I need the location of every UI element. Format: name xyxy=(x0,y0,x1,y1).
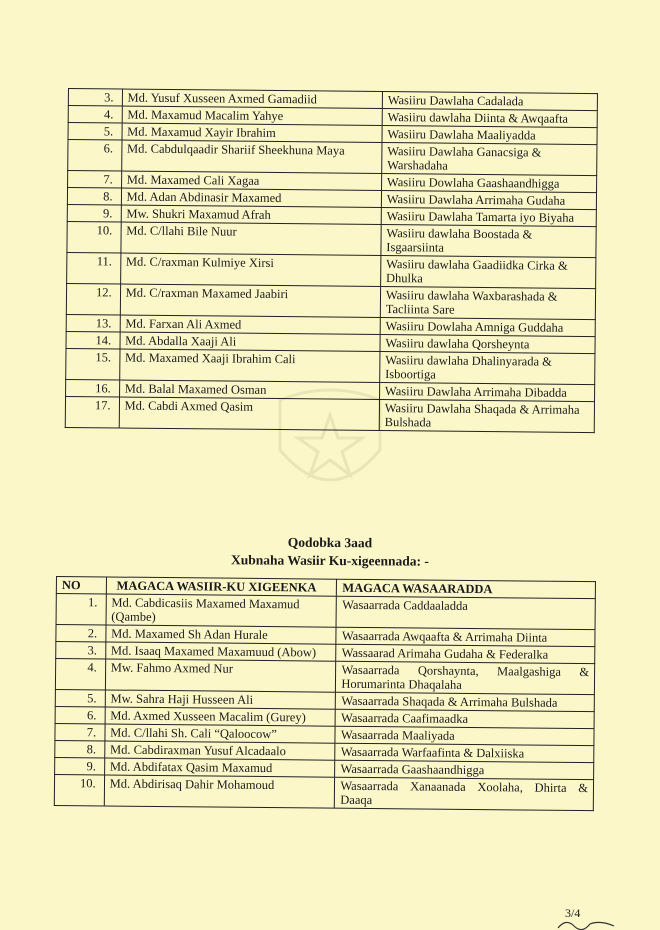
person-name: Md. Abdalla Xaaji Ali xyxy=(120,332,380,351)
person-name: Md. Abdirisaq Dahir Mohamoud xyxy=(104,775,335,808)
page-number: 3/4 xyxy=(565,906,581,920)
row-number: 13. xyxy=(66,314,120,332)
row-number: 16. xyxy=(66,379,120,397)
ministry-name: Wasiiru Dawlaha Ganacsiga & Warshadaha xyxy=(382,143,597,176)
ministry-name: Wasiiru Dawlaha Arrimaha Dibadda xyxy=(379,383,594,402)
person-name: Md. C/llahi Sh. Cali “Qaloocow” xyxy=(105,724,336,743)
row-number: 11. xyxy=(67,252,121,284)
header-no: NO xyxy=(56,577,106,594)
table-row xyxy=(68,140,597,176)
table-row xyxy=(67,252,596,288)
ministry-name: Wasiiru Dawlaha Maaliyadda xyxy=(382,126,597,145)
row-number: 2. xyxy=(56,625,106,642)
person-name: Md. C/raxman Maxamed Jaabiri xyxy=(120,284,381,317)
row-number: 5. xyxy=(68,123,122,141)
row-number: 15. xyxy=(66,348,120,380)
person-name: Mw. Sahra Haji Husseen Ali xyxy=(105,690,336,709)
person-name: Md. Maxamed Sh Adan Hurale xyxy=(106,625,337,644)
ministry-name: Wasaarrada Awqaafta & Arrimaha Diinta xyxy=(336,627,595,646)
person-name: Md. Maxamed Cali Xagaa xyxy=(121,171,381,190)
person-name: Md. Abdifatax Qasim Maxamud xyxy=(104,758,335,777)
table-row xyxy=(56,594,595,630)
table-row xyxy=(55,659,594,695)
ministry-name: Wasaarrada Caafimaadka xyxy=(335,709,594,728)
person-name: Md. Maxamud Macalim Yahye xyxy=(122,106,382,125)
row-number: 3. xyxy=(56,642,106,659)
row-number: 6. xyxy=(55,706,105,723)
row-number: 1. xyxy=(56,594,106,625)
row-number: 10. xyxy=(54,774,104,805)
row-number: 10. xyxy=(67,221,121,253)
person-name: Md. C/llahi Bile Nuur xyxy=(121,222,382,255)
row-number: 3. xyxy=(68,89,122,107)
ministry-name: Wasaarrada Gaashaandhigga xyxy=(335,760,594,779)
ministry-name: Wasiiru Dowlaha Amniga Guddaha xyxy=(380,318,595,337)
section-subtitle: Xubnaha Wasiir Ku-xigeennada: - xyxy=(230,552,430,569)
person-name: Md. Maxamed Xaaji Ibrahim Cali xyxy=(119,349,380,382)
row-number: 9. xyxy=(55,757,105,774)
table-row xyxy=(54,774,593,810)
person-name: Md. Yusuf Xusseen Axmed Gamadiid xyxy=(122,89,382,108)
ministry-name: Wasaarrada Warfaafinta & Dalxiiska xyxy=(335,743,594,762)
row-number: 5. xyxy=(55,689,105,706)
header-ministry: MAGACA WASAARADDA xyxy=(337,579,596,598)
row-number: 7. xyxy=(68,171,122,189)
table-row xyxy=(66,283,595,319)
deputy-ministers-table xyxy=(54,576,596,811)
row-number: 9. xyxy=(67,204,121,222)
person-name: Mw. Shukri Maxamud Afrah xyxy=(121,205,381,224)
person-name: Md. Farxan Ali Axmed xyxy=(120,315,380,334)
table-row xyxy=(65,396,594,432)
ministry-name: Wasiiru dawlaha Dhalinyarada & Isboortiga xyxy=(380,352,595,385)
row-number: 14. xyxy=(66,331,120,349)
ministry-name: Wasaarrada Caddaaladda xyxy=(336,596,595,629)
person-name: Md. Isaaq Maxamed Maxamuud (Abow) xyxy=(105,642,336,661)
ministry-name: Wasaarrada Xanaanada Xoolaha, Dhirta & Daaqa xyxy=(335,777,594,810)
table-row xyxy=(66,348,595,384)
header-name: MAGACA WASIIR-KU XIGEENKA xyxy=(106,577,337,596)
row-number: 4. xyxy=(68,106,122,124)
ministry-name: Wasiiru dawlaha Gaadiidka Cirka & Dhulka xyxy=(380,256,595,289)
section-title: Qodobka 3aad xyxy=(287,534,373,551)
person-name: Md. Axmed Xusseen Macalim (Gurey) xyxy=(105,707,336,726)
table-row xyxy=(67,221,596,257)
row-number: 7. xyxy=(55,723,105,740)
ministry-name: Wasaarrada Qorshaynta, Maalgashiga & Horumarinta Dhaqalaha xyxy=(336,661,595,694)
ministry-name: Wasiiru dawlaha Qorsheynta xyxy=(380,335,595,354)
person-name: Md. Adan Abdinasir Maxamed xyxy=(121,188,381,207)
ministry-name: Wasaarrada Shaqada & Arrimaha Bulshada xyxy=(336,692,595,711)
signature-mark xyxy=(556,916,616,930)
row-number: 6. xyxy=(68,140,122,172)
row-number: 12. xyxy=(66,283,120,315)
row-number: 8. xyxy=(67,188,121,206)
person-name: Md. Balal Maxamed Osman xyxy=(119,380,379,399)
row-number: 8. xyxy=(55,740,105,757)
ministry-name: Wasiiru Dawlaha Shaqada & Arrimaha Bulshada xyxy=(379,400,594,433)
person-name: Md. Maxamud Xayir Ibrahim xyxy=(122,123,382,142)
person-name: Mw. Fahmo Axmed Nur xyxy=(105,659,336,692)
ministry-name: Wasiiru dawlaha Diinta & Awqaafta xyxy=(382,109,597,128)
state-ministers-table xyxy=(65,88,598,433)
person-name: Md. C/raxman Kulmiye Xirsi xyxy=(120,253,381,286)
ministry-name: Wasiiru Dawlaha Tamarta iyo Biyaha xyxy=(381,208,596,227)
ministry-name: Wasiiru dawlaha Waxbarashada & Tacliinta Sare xyxy=(380,287,595,320)
person-name: Md. Cabdiraxman Yusuf Alcadaalo xyxy=(104,741,335,760)
ministry-name: Wasiiru Dowlaha Gaashaandhigga xyxy=(381,174,596,193)
person-name: Md. Cabdi Axmed Qasim xyxy=(119,397,380,430)
person-name: Md. Cabdicasiis Maxamed Maxamud (Qambe) xyxy=(106,594,337,627)
ministry-name: Wasaarrada Maaliyada xyxy=(335,726,594,745)
ministry-name: Wassaarad Arimaha Gudaha & Federalka xyxy=(336,644,595,663)
person-name: Md. Cabdulqaadir Shariif Sheekhuna Maya xyxy=(121,140,382,173)
ministry-name: Wasiiru dawlaha Boostada & Isgaarsiinta xyxy=(381,225,596,258)
ministry-name: Wasiiru Dawlaha Cadalada xyxy=(382,92,597,111)
row-number: 4. xyxy=(55,659,105,690)
row-number: 17. xyxy=(65,396,119,428)
ministry-name: Wasiiru Dawlaha Arrimaha Gudaha xyxy=(381,191,596,210)
